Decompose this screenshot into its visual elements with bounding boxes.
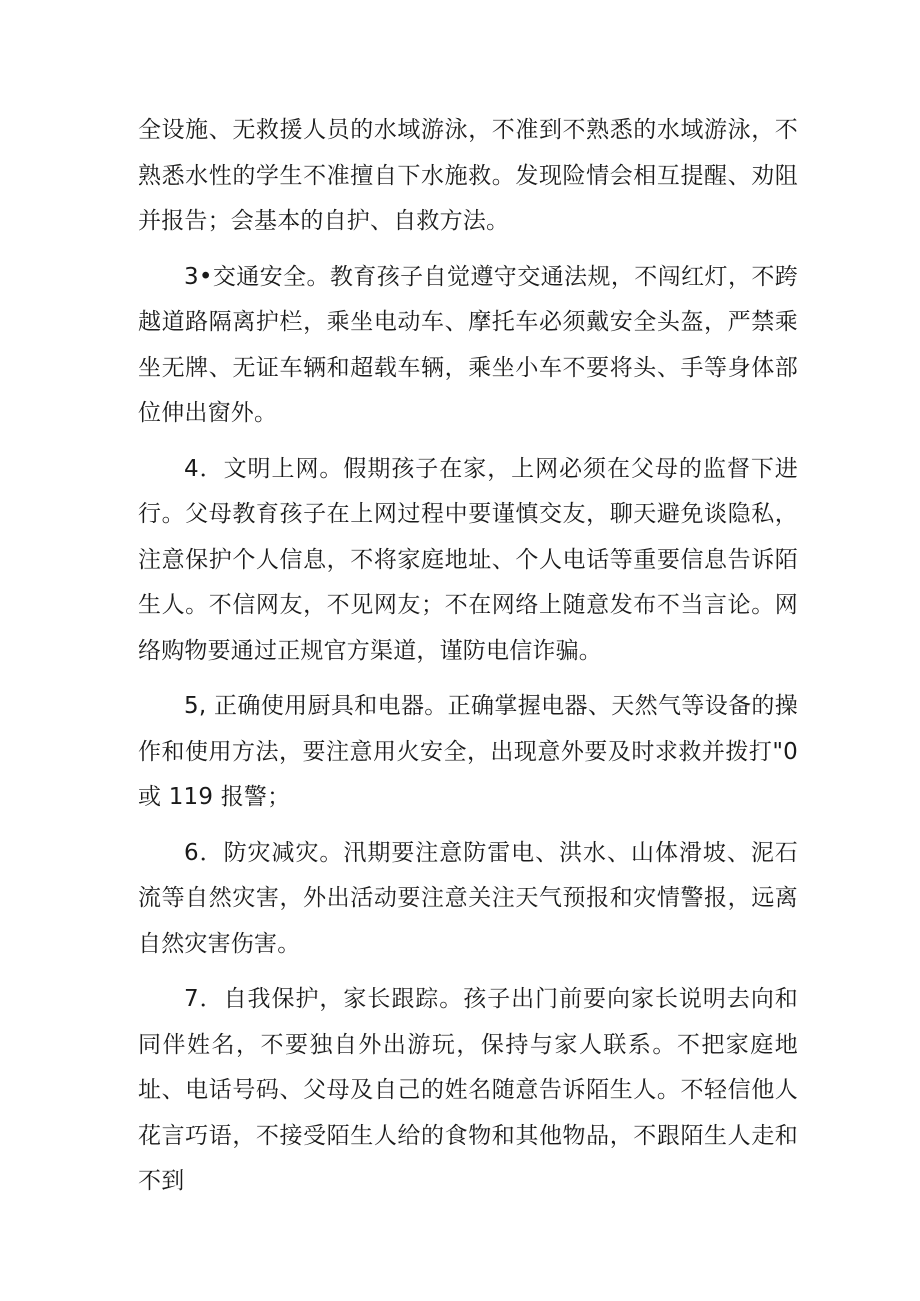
paragraph-internet-safety: 4．文明上网。假期孩子在家，上网必须在父母的监督下进行。父母教育孩子在上网过程中要谨慎交友，聊天避免谈隐私，注意保护个人信息，不将家庭地址、个人电话等重要信息告诉陌生人。不信网友，不见网友；不在网络上随意发布不当言论。网络购物要通过正规官方渠道，谨防电信诈骗。 xyxy=(138,455,798,664)
paragraph-self-protection: 7．自我保护，家长跟踪。孩子出门前要向家长说明去向和同伴姓名，不要独自外出游玩，保持与家人联系。不把家庭地址、电话号码、父母及自己的姓名随意告诉陌生人。不轻信他人花言巧语，不接受陌生人给的食物和其他物品，不跟陌生人走和不到 xyxy=(138,986,798,1194)
paragraph-traffic-safety: 3•交通安全。教育孩子自觉遵守交通法规，不闯红灯，不跨越道路隔离护栏，乘坐电动车、摩托车必须戴安全头盔，严禁乘坐无牌、无证车辆和超载车辆，乘坐小车不要将头、手等身体部位伸出窗外。 xyxy=(138,263,798,426)
paragraph-water-safety-continued: 全设施、无救援人员的水域游泳，不准到不熟悉的水域游泳，不熟悉水性的学生不准擅自下水施救。发现险情会相互提醒、劝阻并报告；会基本的自护、自救方法。 xyxy=(138,117,798,234)
paragraph-disaster-prevention: 6．防灾减灾。汛期要注意防雷电、洪水、山体滑坡、泥石流等自然灾害，外出活动要注意关注天气预报和灾情警报，远离自然灾害伤害。 xyxy=(138,839,798,957)
paragraph-kitchen-appliances: 5, 正确使用厨具和电器。正确掌握电器、天然气等设备的操作和使用方法，要注意用火安全，出现意外要及时求救并拨打"0或 119 报警； xyxy=(138,693,798,810)
document-page xyxy=(138,108,798,1205)
